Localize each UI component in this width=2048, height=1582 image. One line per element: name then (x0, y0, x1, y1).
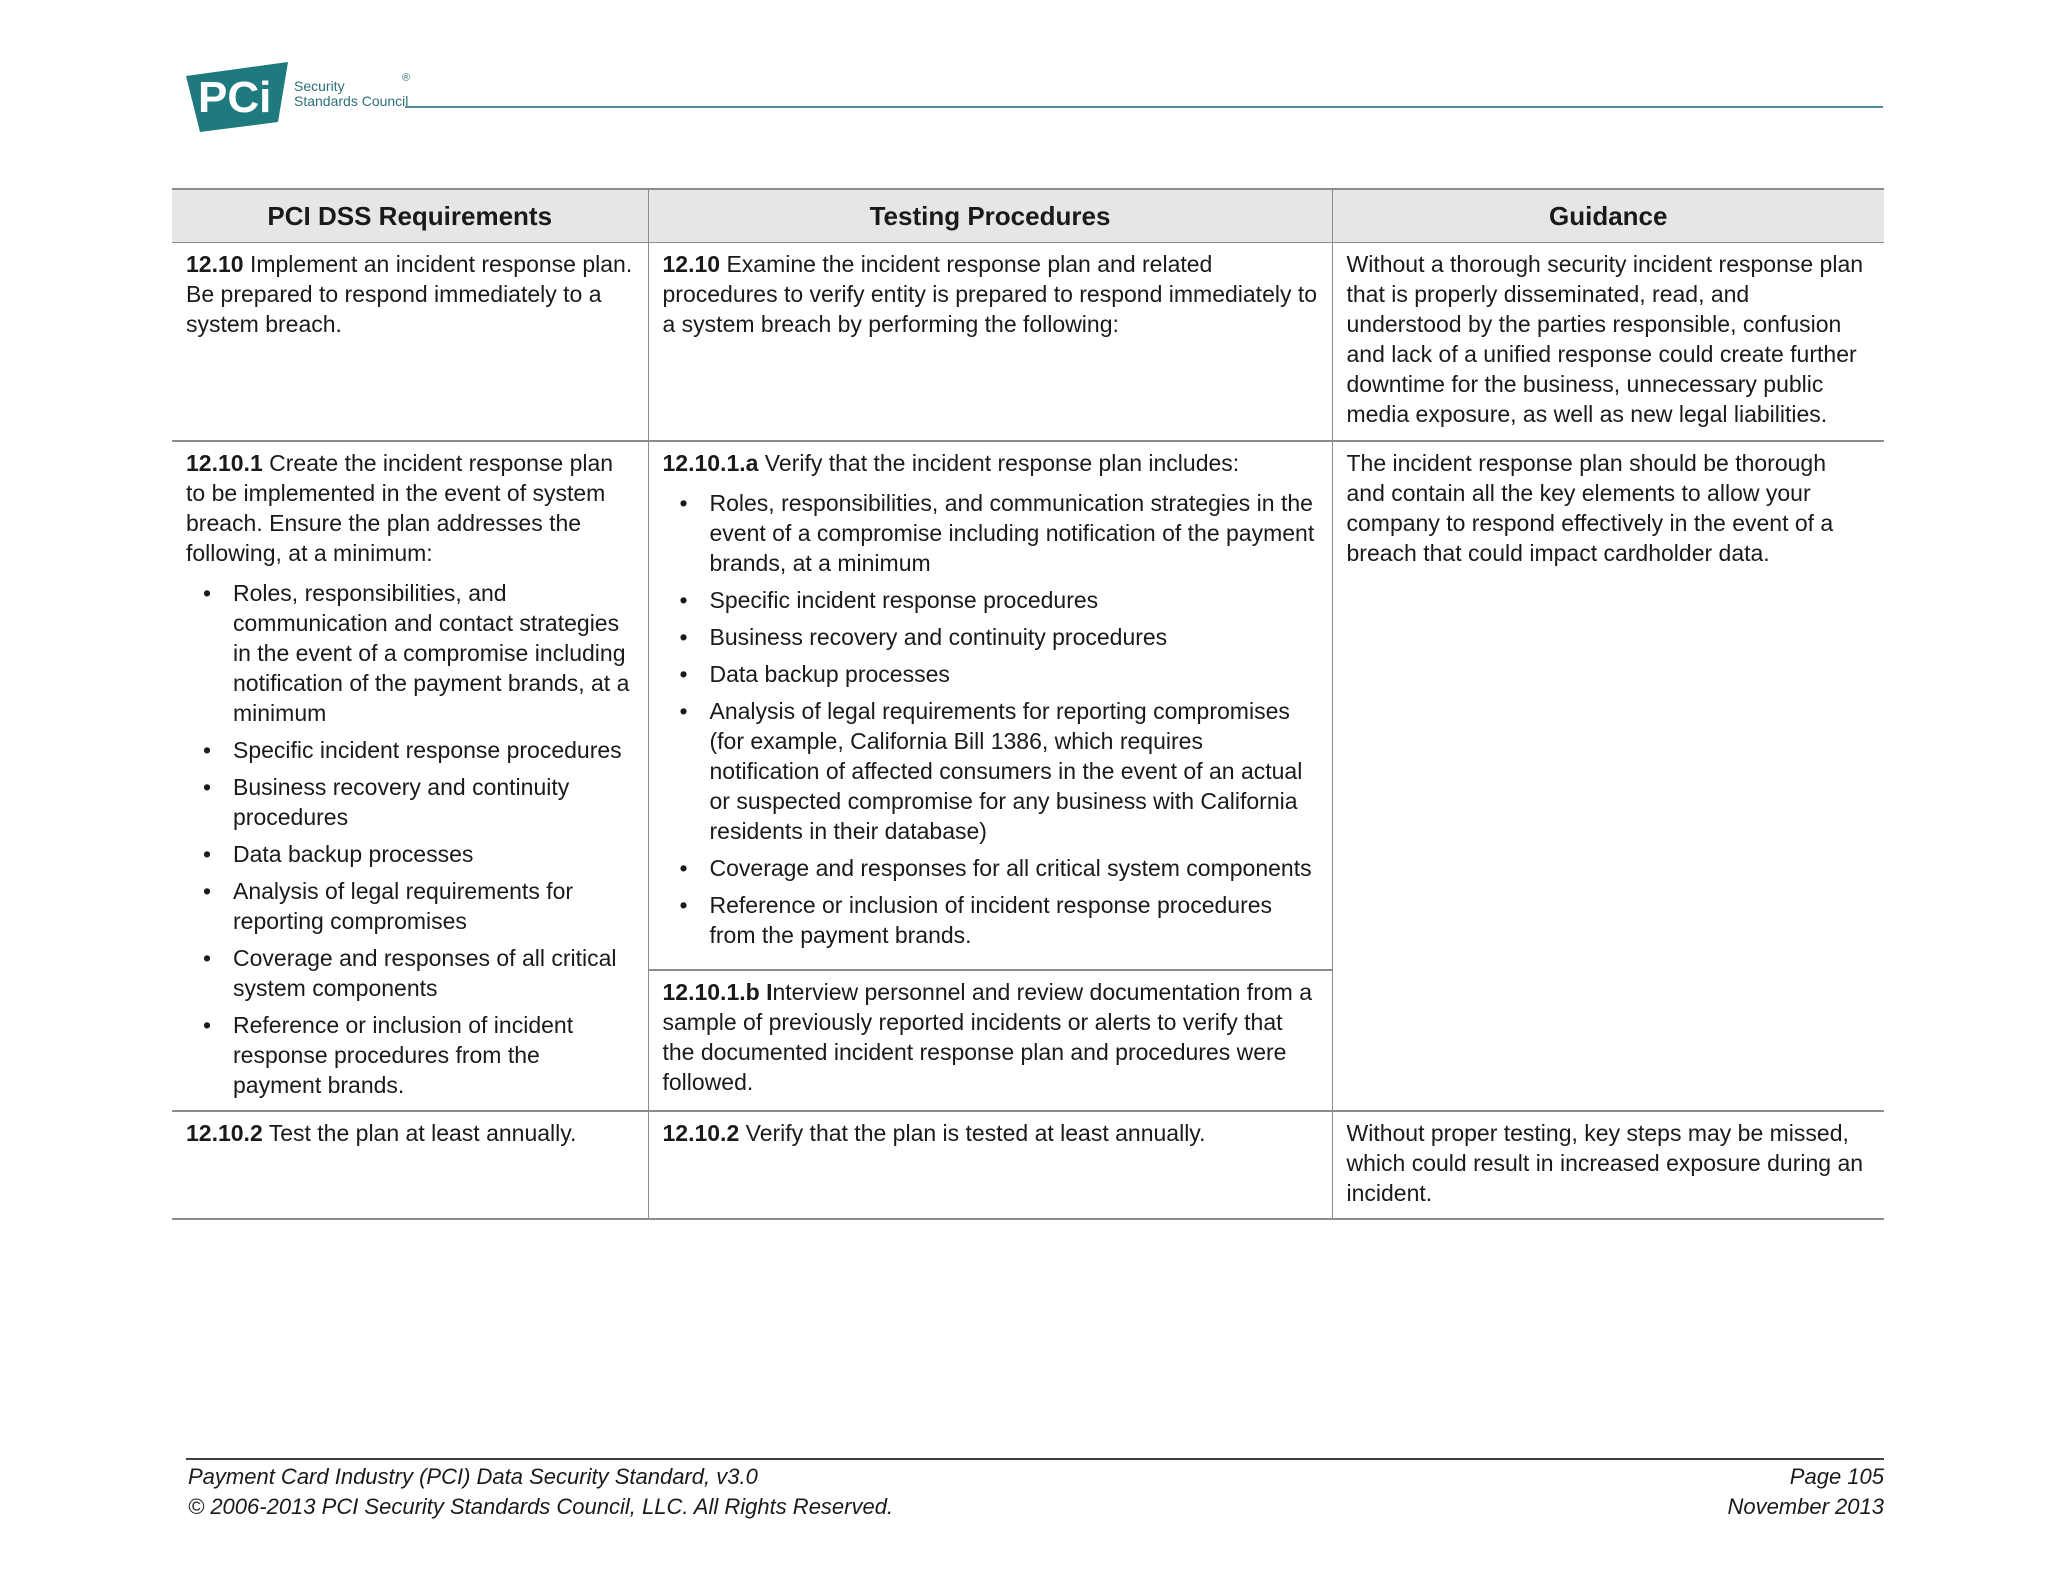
list-item: • Reference or inclusion of incident response procedures from the payment brands. (710, 890, 1318, 950)
footer-date: November 2013 (1727, 1494, 1884, 1519)
list-item: • Analysis of legal requirements for reporting compromises (for example, California Bill 1386, which requires notification of affected consumers in the event of an actual or suspected compromise for any business with California residents in their database) (710, 696, 1318, 846)
guidance-text: Without proper testing, key steps may be missed, which could result in increased exposure during an incident. (1346, 1119, 1864, 1206)
testing-text: 12.10.2 Verify that the plan is tested at least annually. (662, 1119, 1206, 1146)
list-item: • Roles, responsibilities, and communication strategies in the event of a compromise including notification of the payment brands, at a minimum (710, 488, 1318, 578)
requirement-cell (172, 243, 648, 441)
list-item: • Coverage and responses for all critical system components (710, 853, 1318, 883)
guidance-cell (1332, 243, 1884, 441)
requirement-number: 12.10 (186, 251, 244, 277)
logo-wordmark: PCi (198, 73, 272, 122)
testing-bullet-list (663, 488, 1318, 950)
guidance-text: Without a thorough security incident response plan that is properly disseminated, read, and understood by the parties responsible, confusion and lack of a unified response could create further downtime for the business, unnecessary public media exposure, as well as new legal liabilities. (1346, 251, 1864, 427)
list-item: • Coverage and responses of all critical system components (233, 943, 634, 1003)
guidance-text: The incident response plan should be thorough and contain all the key elements to allow your company to respond effectively in the event of a breach that could impact cardholder data. (1346, 449, 1834, 566)
list-item: • Data backup processes (710, 659, 1318, 689)
header-rule (405, 106, 1883, 108)
pci-logo (186, 60, 416, 134)
guidance-cell (1332, 1111, 1884, 1219)
testing-cell (648, 970, 1332, 1111)
testing-text: 12.10.1.a Verify that the incident response plan includes: (662, 449, 1240, 476)
logo-line2: Standards Council (294, 93, 409, 109)
pci-logo-mark (186, 60, 294, 134)
requirements-table (172, 188, 1884, 1220)
requirement-number: 12.10.1 (186, 449, 263, 476)
list-item: • Specific incident response procedures (233, 735, 634, 765)
requirement-cell (172, 1111, 648, 1219)
guidance-cell (1332, 441, 1884, 1111)
list-item: • Reference or inclusion of incident response procedures from the payment brands. (233, 1010, 634, 1100)
requirement-text: 12.10.2 Test the plan at least annually. (186, 1119, 577, 1146)
column-header-testing: Testing Procedures (648, 189, 1332, 243)
list-item: • Data backup processes (233, 839, 634, 869)
testing-cell (648, 441, 1332, 970)
table-row (172, 441, 1884, 970)
testing-number: 12.10.2 (662, 1119, 740, 1146)
list-item: • Specific incident response procedures (710, 585, 1318, 615)
footer-rule (186, 1458, 1884, 1460)
requirement-text: 12.10 Implement an incident response plan. Be prepared to respond immediately to a system breach. (186, 251, 633, 337)
footer-page-number: Page 105 (1789, 1464, 1884, 1489)
requirement-number: 12.10.2 (186, 1119, 263, 1146)
list-item: • Business recovery and continuity procedures (233, 772, 634, 832)
table-row (172, 1111, 1884, 1219)
column-header-requirements: PCI DSS Requirements (172, 189, 648, 243)
requirement-cell (172, 441, 648, 1111)
logo-registered-mark: ® (402, 72, 411, 84)
list-item: • Business recovery and continuity procedures (710, 622, 1318, 652)
list-item: • Roles, responsibilities, and communication and contact strategies in the event of a compromise including notification of the payment brands, at a minimum (233, 578, 634, 728)
table-row (172, 243, 1884, 441)
requirement-bullet-list (186, 578, 634, 1100)
logo-caption (294, 79, 408, 109)
testing-number: 12.10 (662, 251, 721, 277)
table-header-row (172, 189, 1884, 243)
testing-number: 12.10.1.a (662, 449, 759, 476)
testing-cell (648, 243, 1332, 441)
footer-document-title: Payment Card Industry (PCI) Data Security Standard, v3.0 (188, 1464, 758, 1489)
list-item: • Analysis of legal requirements for reporting compromises (233, 876, 634, 936)
testing-cell (648, 1111, 1332, 1219)
footer-copyright: © 2006-2013 PCI Security Standards Council, LLC. All Rights Reserved. (188, 1494, 894, 1519)
column-header-guidance: Guidance (1332, 189, 1884, 243)
testing-number: 12.10.1.b I (662, 978, 773, 1005)
testing-text: 12.10 Examine the incident response plan and related procedures to verify entity is prepared to respond immediately to a system breach by performing the following: (662, 251, 1318, 337)
logo-line1: Security (294, 78, 345, 94)
testing-text: 12.10.1.b Interview personnel and review documentation from a sample of previously reported incidents or alerts to verify that the documented incident response plan and procedures were followed. (662, 978, 1312, 1095)
requirement-text: 12.10.1 Create the incident response plan to be implemented in the event of system breach. Ensure the plan addresses the following, at a minimum: (186, 449, 614, 566)
